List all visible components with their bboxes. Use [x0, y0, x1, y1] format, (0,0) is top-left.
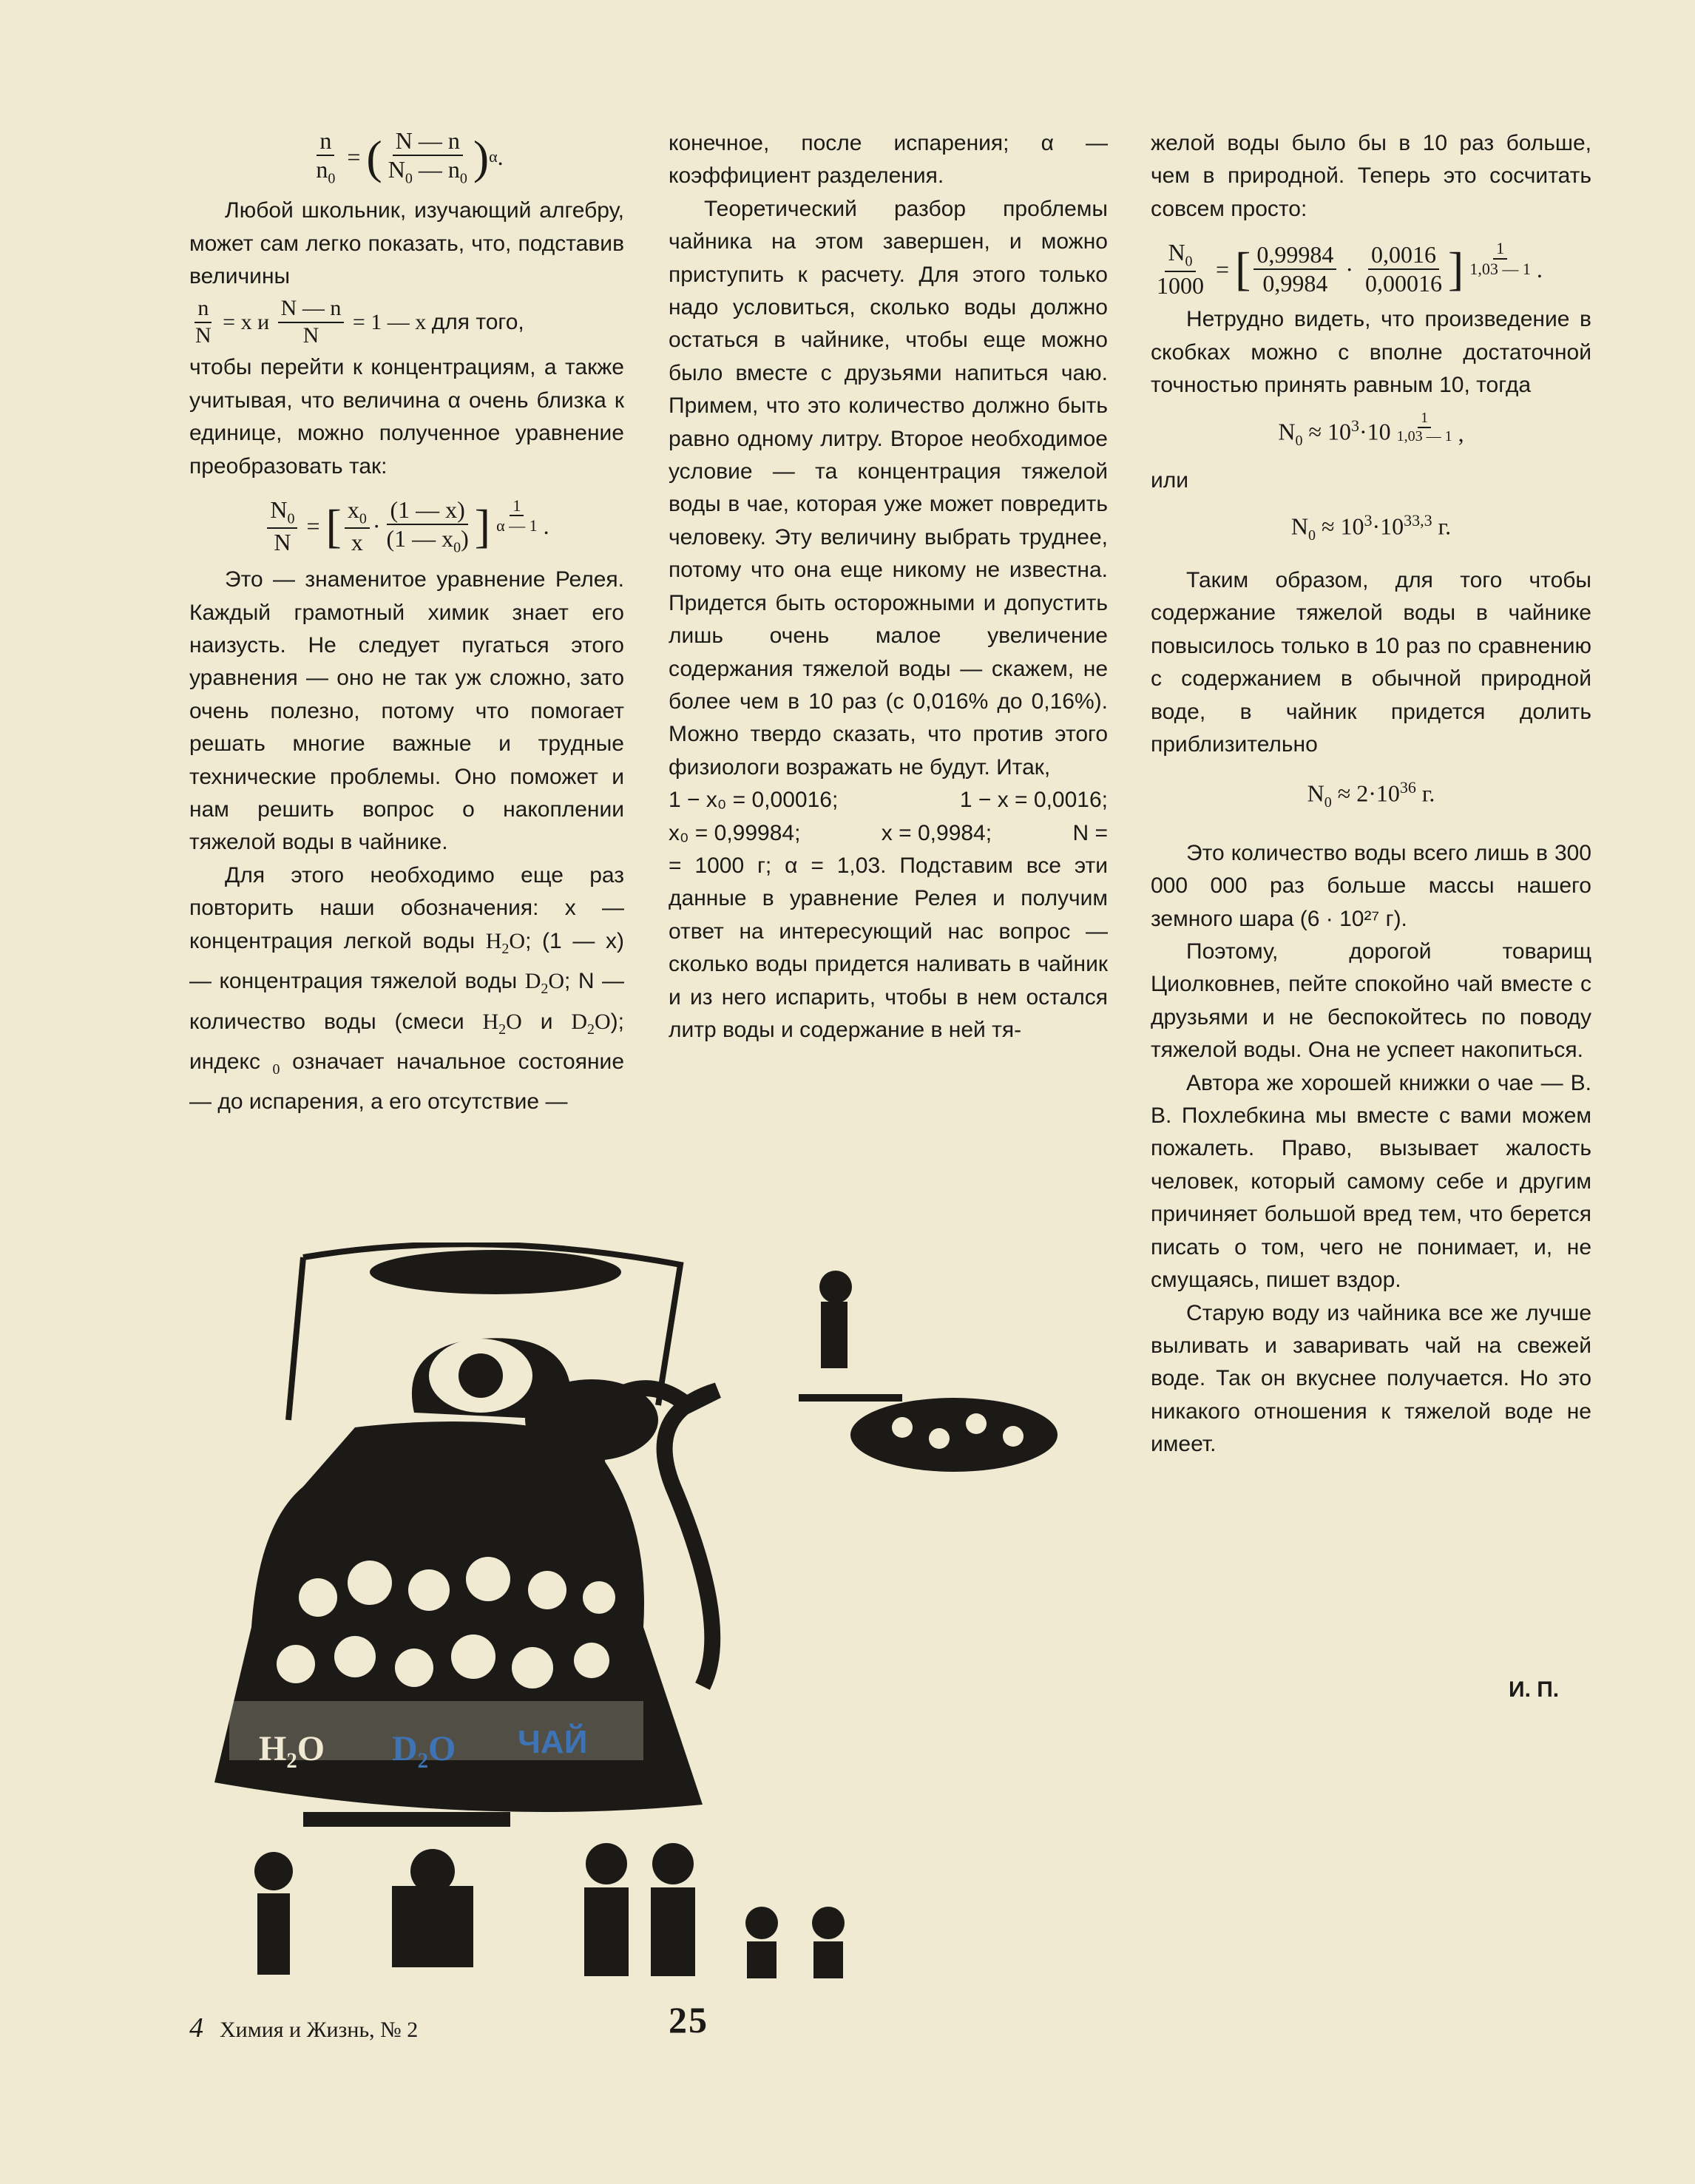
column-3 — [1151, 127, 1591, 1461]
author-signature: И. П. — [1509, 1677, 1560, 1702]
formula-rayleigh: $\frac{N_0}{N}$ = [ $\frac{x_0}{x}$ · $\frac{(1 — x)}{(1 — x_0)}$ ] $\frac{1}{\alpha — 1}$ . — [189, 496, 624, 556]
paragraph: Любой школьник, изучающий алгебру, может сам легко показать, что, подставив величины — [189, 198, 624, 288]
label-d2o: D₂O — [392, 1729, 456, 1768]
paragraph: Автора же хорошей книжки о чае — В. В. Похлебкина мы вместе с вами можем пожалеть. Право, вызывает жалость человек, который самому себе и другим причиняет большой вред тем, что берется писать о том, чего не понимает, и, не смущаясь, пишет вздор. — [1151, 1070, 1591, 1293]
formula-substitution: $\frac{n}{N}$ = x и $\frac{N — n}{N}$ = 1 — x для того, — [195, 296, 524, 348]
formula-ratio: $\frac{n}{n_0}$ = ( $\frac{N — n}{N_0 — n_0}$ ) α . — [316, 127, 504, 187]
label-tea: ЧАЙ — [518, 1724, 588, 1760]
column-2 — [669, 127, 1108, 1047]
page-number: 25 — [669, 1999, 708, 2041]
formula-approx-2: $N_0 \approx 10^3\cdot 10^{33,3}$ г. — [1290, 511, 1452, 544]
journal-footer — [189, 2012, 418, 2044]
paragraph: желой воды было бы в 10 раз больше, чем в природной. Теперь это сосчитать совсем просто: — [1151, 131, 1591, 221]
values-line: 1 − x₀ = 0,00016; 1 − x = 0,0016; — [669, 788, 1108, 813]
paragraph: конечное, после испарения; α — коэффициент разделения. — [669, 131, 1108, 189]
paragraph: Для этого необходимо еще раз повторить наши обозначения: x — концентрация легкой воды $H_2O$; (1 — x) — концентрация тяжелой воды $D_2O$; N — количество воды (смеси $H_2O$ и $D_2O$); индекс $_0$ означает начальное состояние — до испарения, а его отсутствие — — [189, 862, 624, 1115]
paragraph: Старую воду из чайника все же лучше выливать и заваривать чай на свежей воде. Так он вкуснее получается. Но это никакого отношения к тяжелой воде не имеет. — [1151, 1300, 1591, 1457]
issue-number: 4 — [189, 2012, 203, 2043]
values-line: x₀ = 0,99984; x = 0,9984; N = — [669, 820, 1108, 845]
paragraph: Это количество воды всего лишь в 300 000 000 раз больше массы нашего земного шара (6 · 10²⁷ г). — [1151, 840, 1591, 931]
column-1 — [189, 127, 624, 1119]
paragraph: Это — знаменитое уравнение Релея. Каждый грамотный химик знает его наизусть. Не следует пугаться этого уравнения — оно не так уж сложно, зато очень полезно, потому что помогает решать многие важные и трудные технические проблемы. Оно поможет и нам решить вопрос о накоплении тяжелой воды в чайнике. — [189, 567, 624, 855]
formula-result: $N_0 \approx 2\cdot 10^{36}$ г. — [1307, 778, 1435, 811]
label-h2o: H₂O — [259, 1729, 325, 1768]
journal-title: Химия и Жизнь, № 2 — [220, 2018, 419, 2042]
paragraph: Поэтому, дорогой товарищ Циолковнев, пейте спокойно чай вместе с друзьями и не беспокойтесь по поводу тяжелой воды. Она не успеет накопиться. — [1151, 939, 1591, 1063]
paragraph: или — [1151, 468, 1189, 493]
paragraph: = 1000 г; α = 1,03. Подставим все эти данные в уравнение Релея и получим ответ на интересующий нас вопрос — сколько воды придется наливать в чайник и из него испарить, чтобы в нем остался литр воды и содержание в ней тя- — [669, 853, 1108, 1042]
teapot-illustration — [170, 1243, 1161, 2019]
formula-calc: $\frac{N_0}{1000}$ = [ $\frac{0,99984}{0,9984}$ · $\frac{0,0016}{0,00016}$ ] $\frac{1}{1,03 — 1}$ . — [1157, 239, 1543, 299]
formula-approx-1: $N_0 \approx 10^3\cdot 10$ $\frac{1}{1,03 — 1}$ , — [1278, 409, 1464, 449]
paragraph: Теоретический разбор проблемы чайника на этом завершен, и можно приступить к расчету. Для этого только надо условиться, сколько воды должно остаться в чайнике, чтобы еще можно было вместе с друзьями напиться чаю. Примем, что это количество должно быть равно одному литру. Второе необходимое условие — та концентрация тяжелой воды в чае, которая уже может повредить человеку. Эту величину выбрать труднее, потому что она еще никому не известна. Придется быть осторожными и допустить лишь очень малое увеличение содержания тяжелой воды — скажем, не более чем в 10 раз (с 0,016% до 0,16%). Можно твердо сказать, что против этого физиологи возражать не будут. Итак, — [669, 196, 1108, 780]
paragraph: чтобы перейти к концентрациям, а также учитывая, что величина α очень близка к единице, можно полученное уравнение преобразовать так: — [189, 355, 624, 479]
paragraph: Нетрудно видеть, что произведение в скобках можно с вполне достаточной точностью принять равным 10, тогда — [1151, 307, 1591, 398]
paragraph: Таким образом, для того чтобы содержание тяжелой воды в чайнике повысилось только в 10 раз по сравнению с содержанием в обычной природной воде, в чайник придется долить приблизительно — [1151, 567, 1591, 757]
